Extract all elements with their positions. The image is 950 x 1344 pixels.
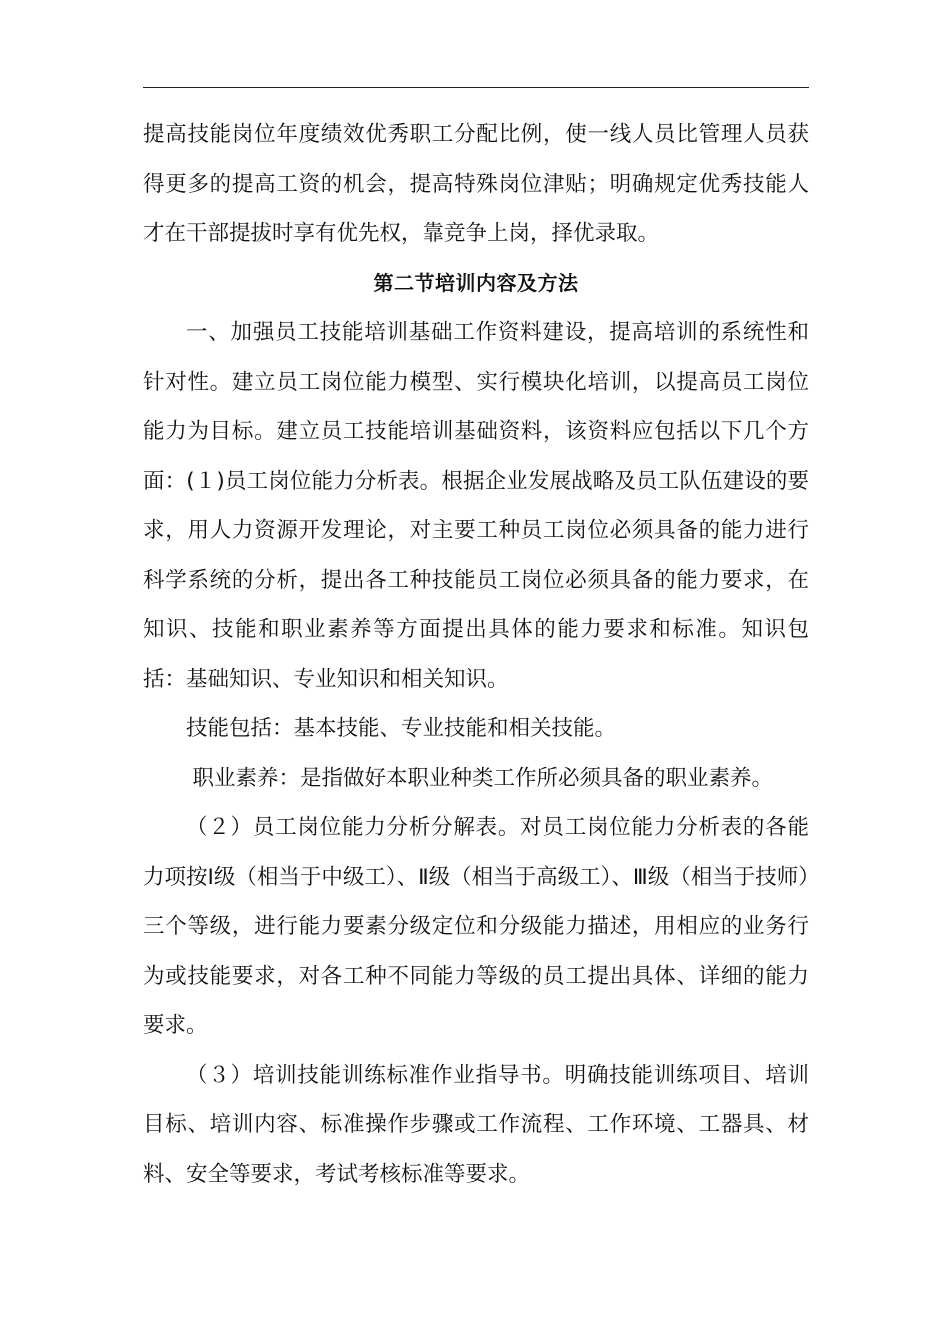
- paragraph-3: 职业素养：是指做好本职业种类工作所必须具备的职业素养。: [192, 765, 773, 791]
- paragraph-4: （２）员工岗位能力分析分解表。对员工岗位能力分析表的各能力项按Ⅰ级（相当于中级工）、Ⅱ级（相当于高级工）、Ⅲ级（相当于技师）三个等级，进行能力要素分级定位和分级能力描述，用相应的业务行为或技能要求，对各工种不同能力等级的员工提出具体、详细的能力要求。: [143, 815, 809, 1038]
- paragraph-5: （３）培训技能训练标准作业指导书。明确技能训练项目、培训目标、培训内容、标准操作步骤或工作流程、工作环境、工器具、材料、安全等要求，考试考核标准等要求。: [143, 1062, 809, 1187]
- section-heading: 第二节培训内容及方法: [373, 270, 579, 295]
- top-paragraph: 提高技能岗位年度绩效优秀职工分配比例，使一线人员比管理人员获得更多的提高工资的机会，提高特殊岗位津贴；明确规定优秀技能人才在干部提拔时享有优先权，靠竞争上岗，择优录取。: [143, 122, 809, 246]
- header-rule: [143, 87, 809, 88]
- paragraph-2: 技能包括：基本技能、专业技能和相关技能。: [186, 716, 617, 741]
- paragraph-1: 一、加强员工技能培训基础工作资料建设，提高培训的系统性和针对性。建立员工岗位能力模型、实行模块化培训，以提高员工岗位能力为目标。建立员工技能培训基础资料，该资料应包括以下几个方面：(１)员工岗位能力分析表。根据企业发展战略及员工队伍建设的要求，用人力资源开发理论，对主要工种员工岗位必须具备的能力进行科学系统的分析，提出各工种技能员工岗位必须具备的能力要求，在知识、技能和职业素养等方面提出具体的能力要求和标准。知识包括：基础知识、专业知识和相关知识。: [143, 320, 809, 692]
- document-body: [143, 110, 809, 1199]
